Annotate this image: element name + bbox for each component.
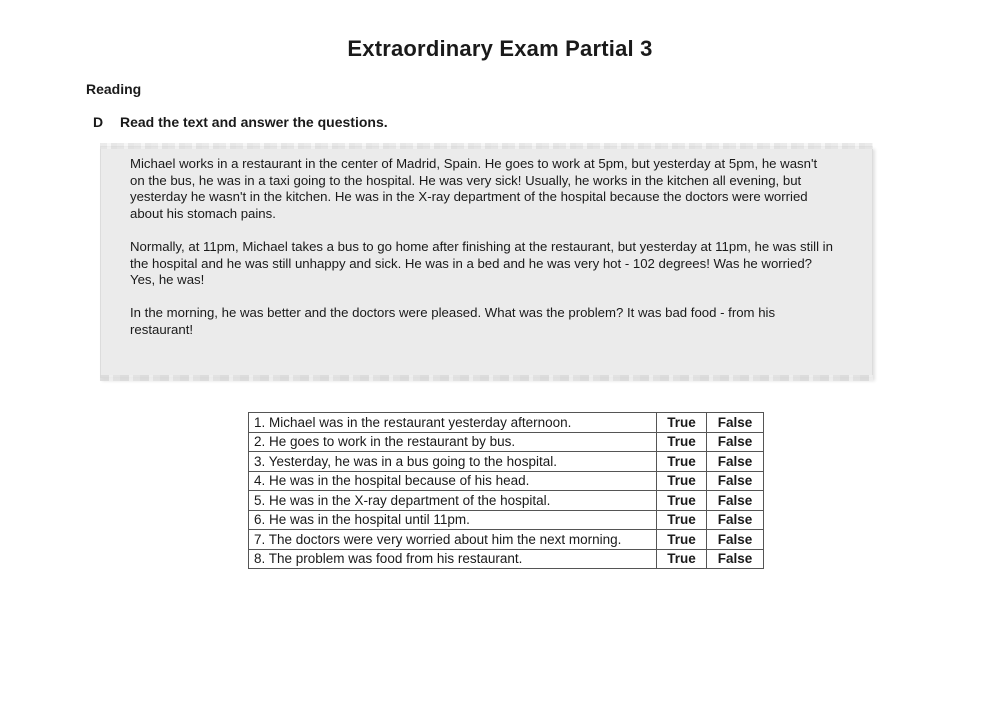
page-title: Extraordinary Exam Partial 3 [347, 36, 653, 61]
question-statement: 4. He was in the hospital because of his head. [249, 471, 657, 491]
false-option[interactable]: False [707, 471, 764, 491]
true-option[interactable]: True [657, 549, 707, 569]
question-statement: 7. The doctors were very worried about him the next morning. [249, 530, 657, 550]
table-row [249, 413, 764, 433]
section-heading: Reading [86, 81, 142, 97]
question-statement: 8. The problem was food from his restaurant. [249, 549, 657, 569]
question-statement: 6. He was in the hospital until 11pm. [249, 510, 657, 530]
false-option[interactable]: False [707, 530, 764, 550]
reading-passage [130, 156, 835, 355]
true-option[interactable]: True [657, 471, 707, 491]
false-option[interactable]: False [707, 549, 764, 569]
true-option[interactable]: True [657, 510, 707, 530]
true-option[interactable]: True [657, 432, 707, 452]
false-option[interactable]: False [707, 452, 764, 472]
torn-edge-bottom [100, 375, 873, 381]
exercise-instruction [93, 114, 388, 130]
torn-edge-top [100, 143, 873, 149]
table-row [249, 491, 764, 511]
table-row [249, 530, 764, 550]
question-statement: 5. He was in the X-ray department of the hospital. [249, 491, 657, 511]
true-option[interactable]: True [657, 413, 707, 433]
true-false-table [248, 412, 764, 569]
question-statement: 1. Michael was in the restaurant yesterday afternoon. [249, 413, 657, 433]
false-option[interactable]: False [707, 413, 764, 433]
false-option[interactable]: False [707, 491, 764, 511]
true-option[interactable]: True [657, 452, 707, 472]
reading-paragraph: Michael works in a restaurant in the center of Madrid, Spain. He goes to work at 5pm, but yesterday at 5pm, he wasn't on the bus, he was in a taxi going to the hospital. He was very sick! Usually, he works in the kitchen all evening, but yesterday he wasn't in the kitchen. He was in the X-ray department of the hospital because the doctors were worried about his stomach pains. [130, 156, 818, 221]
reading-paragraph: Normally, at 11pm, Michael takes a bus to go home after finishing at the restaurant, but yesterday at 11pm, he was still in the hospital and he was still unhappy and sick. He was in a bed and he was very hot - 102 degrees! Was he worried? Yes, he was! [130, 238, 833, 288]
false-option[interactable]: False [707, 510, 764, 530]
exercise-letter: D [93, 114, 104, 130]
table-row [249, 471, 764, 491]
table-row [249, 452, 764, 472]
false-option[interactable]: False [707, 432, 764, 452]
exercise-instruction-text: Read the text and answer the questions. [120, 114, 388, 130]
reading-paragraph: In the morning, he was better and the doctors were pleased. What was the problem? It was bad food - from his restaurant! [130, 305, 776, 337]
table-row [249, 510, 764, 530]
table-row [249, 549, 764, 569]
question-statement: 2. He goes to work in the restaurant by bus. [249, 432, 657, 452]
table-row [249, 432, 764, 452]
true-option[interactable]: True [657, 491, 707, 511]
question-statement: 3. Yesterday, he was in a bus going to the hospital. [249, 452, 657, 472]
reading-passage-box [100, 146, 873, 378]
true-option[interactable]: True [657, 530, 707, 550]
